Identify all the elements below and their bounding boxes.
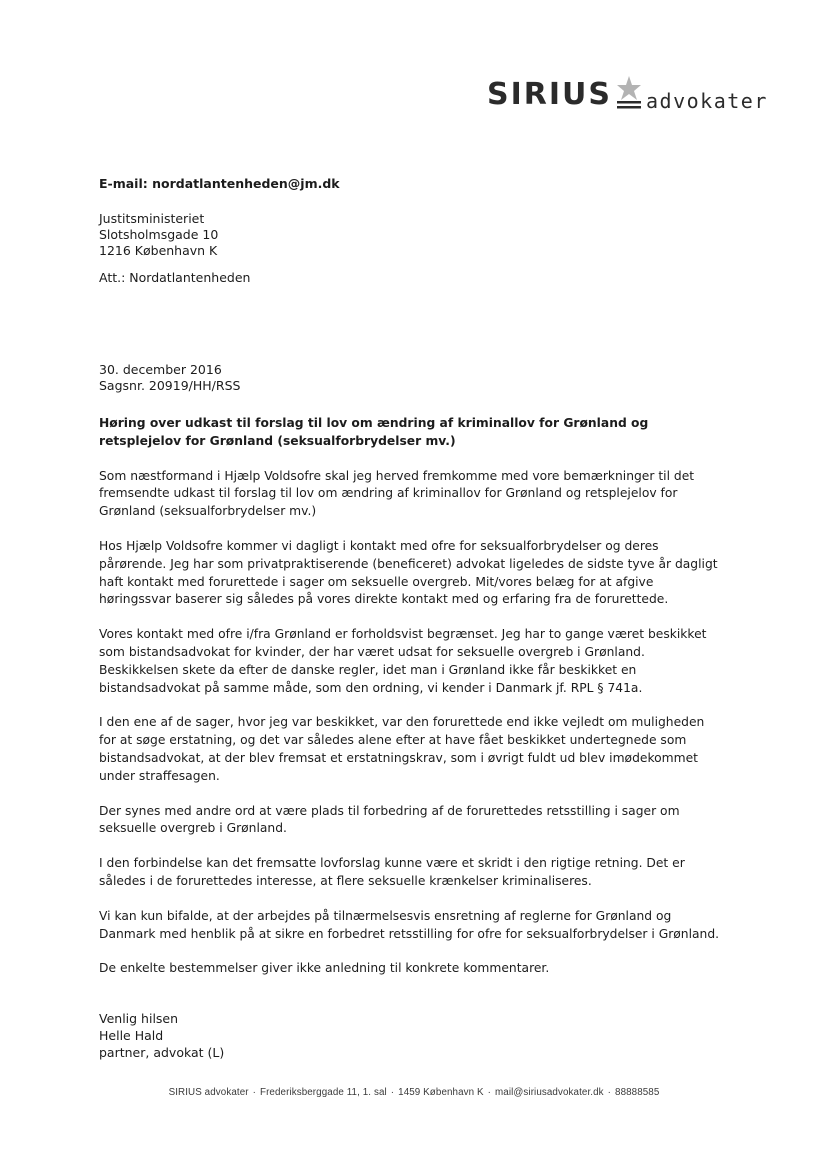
body-paragraph: Hos Hjælp Voldsofre kommer vi dagligt i kontakt med ofre for seksualforbrydelser og deres pårørende. Jeg har som privatpraktiserende (beneficeret) advokat ligeledes de sidste tyve år dagligt haft kontakt med forurettede i sager om seksuelle overgreb. Mit/vores belæg for at afgive høringssvar baserer sig således på vores direkte kontakt med og erfaring fra de forurettede. bbox=[99, 538, 718, 607]
body-paragraph: I den forbindelse kan det fremsatte lovforslag kunne være et skridt i den rigtige retning. Det er således i de forurettedes interesse, at flere seksuelle krænkelser kriminaliseres. bbox=[99, 856, 685, 888]
address-line: Slotsholmsgade 10 bbox=[99, 227, 219, 242]
address-line: Justitsministeriet bbox=[99, 211, 205, 226]
address-line: 1216 København K bbox=[99, 243, 218, 258]
logo-wordmark: SIRIUS bbox=[487, 77, 612, 112]
letter-date: 30. december 2016 bbox=[99, 362, 222, 377]
body-paragraph: Som næstformand i Hjælp Voldsofre skal jeg herved fremkomme med vore bemærkninger til det fremsendte udkast til forslag til lov om ændring af kriminallov for Grønland og retsplejelov for Grønland (seksualforbrydelser mv.) bbox=[99, 468, 695, 519]
footer-street: Frederiksberggade 11, 1. sal bbox=[259, 1087, 387, 1098]
signer-title: partner, advokat (L) bbox=[99, 1045, 225, 1060]
footer-separator: · bbox=[390, 1087, 395, 1098]
case-number: Sagsnr. 20919/HH/RSS bbox=[99, 378, 241, 393]
signer-name: Helle Hald bbox=[99, 1028, 164, 1043]
letter-body bbox=[99, 415, 724, 995]
star-icon bbox=[616, 74, 642, 110]
footer-company: SIRIUS advokater bbox=[168, 1087, 249, 1098]
body-paragraph: De enkelte bestemmelser giver ikke anledning til konkrete kommentarer. bbox=[99, 961, 550, 976]
date-block bbox=[99, 362, 240, 394]
footer-separator: · bbox=[252, 1087, 256, 1098]
body-paragraph: Vores kontakt med ofre i/fra Grønland er forholdsvist begrænset. Jeg har to gange været beskikket som bistandsadvokat for kvinder, der har været udsat for seksuelle overgreb i Grønland. Beskikkelsen skete da efter de danske regler, idet man i Grønland ikke får beskikket en bistandsadvokat på samme måde, som den ordning, vi kender i Danmark jf. RPL § 741a. bbox=[99, 627, 707, 695]
letter-footer bbox=[0, 1087, 828, 1098]
footer-separator: · bbox=[607, 1087, 612, 1098]
footer-phone: 88888585 bbox=[615, 1087, 660, 1098]
attention-line: Att.: Nordatlantenheden bbox=[99, 270, 251, 285]
closing-greeting: Venlig hilsen bbox=[99, 1011, 179, 1026]
recipient-address bbox=[99, 211, 218, 259]
closing-block bbox=[99, 1010, 224, 1061]
recipient-email: E-mail: nordatlantenheden@jm.dk bbox=[99, 176, 340, 191]
subject-heading: Høring over udkast til forslag til lov om ændring af kriminallov for Grønland og retsplejelov for Grønland (seksualforbrydelser mv.) bbox=[99, 416, 649, 448]
footer-email: mail@siriusadvokater.dk bbox=[495, 1087, 604, 1098]
body-paragraph: Der synes med andre ord at være plads til forbedring af de forurettedes retsstilling i sager om seksuelle overgreb i Grønland. bbox=[99, 803, 680, 836]
footer-city: 1459 København K bbox=[398, 1087, 484, 1098]
footer-separator: · bbox=[487, 1087, 492, 1098]
body-paragraph: I den ene af de sager, hvor jeg var beskikket, var den forurettede end ikke vejledt om muligheden for at søge erstatning, og det var således alene efter at have fået beskikket undertegnede som bistandsadvokat, at der blev fremsat et erstatningskrav, som i øvrigt fuldt ud blev imødekommet under straffesagen. bbox=[99, 715, 705, 783]
sirius-logo bbox=[487, 70, 768, 113]
body-paragraph: Vi kan kun bifalde, at der arbejdes på tilnærmelsesvis ensretning af reglerne for Grønland og Danmark med henblik på at sikre en forbedret retsstilling for ofre for seksualforbrydelser i Grønland. bbox=[99, 908, 720, 941]
logo-subtitle: advokater bbox=[646, 89, 768, 113]
